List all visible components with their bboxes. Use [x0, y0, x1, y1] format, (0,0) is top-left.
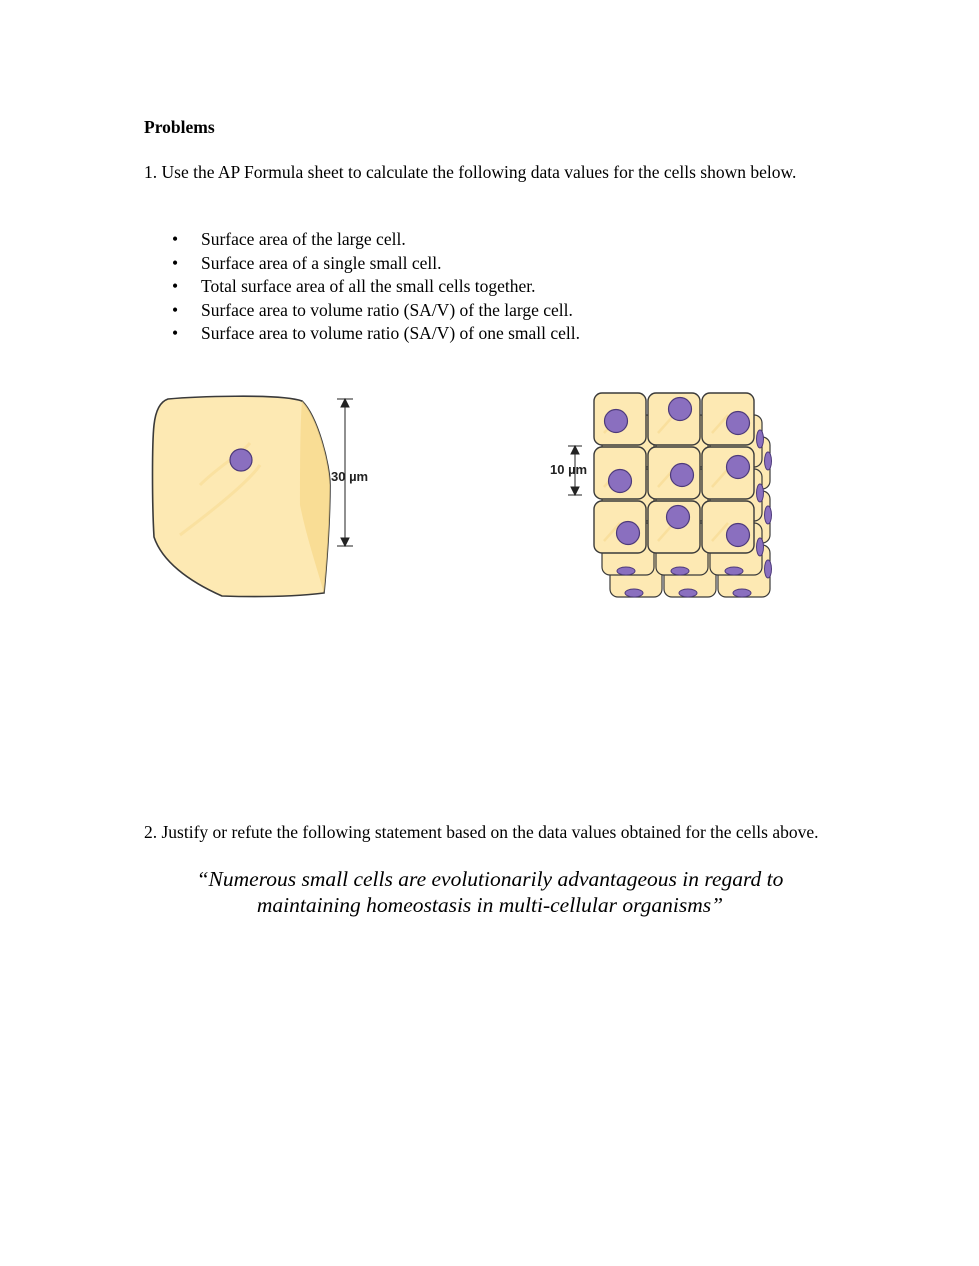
small-cell-nucleus-edge	[625, 589, 643, 597]
bullet-icon: •	[172, 276, 179, 296]
question-2-text: 2. Justify or refute the following statement based on the data values obtained for the cells above.	[144, 822, 819, 842]
small-cell-nucleus-edge	[757, 484, 764, 502]
large-cell	[153, 396, 331, 596]
bullet-text: Surface area of a single small cell.	[201, 252, 442, 273]
small-cell-nucleus	[727, 412, 750, 435]
bullet-icon: •	[172, 252, 179, 273]
small-cell-nucleus	[727, 456, 750, 479]
small-cell-nucleus-edge	[733, 589, 751, 597]
small-cell-nucleus-edge	[757, 538, 764, 556]
small-cell-nucleus	[671, 464, 694, 487]
bullet-icon: •	[172, 323, 179, 343]
small-cells-cluster	[594, 393, 772, 597]
small-cell-nucleus	[605, 410, 628, 433]
small-cell-dimension-label: 10 µm	[550, 462, 588, 477]
small-cell-nucleus-edge	[765, 452, 772, 470]
question-1-bullet-list	[172, 228, 580, 346]
bullet-text: Surface area to volume ratio (SA/V) of the large cell.	[201, 299, 573, 320]
large-cell-nucleus	[230, 449, 252, 471]
problems-heading: Problems	[144, 117, 215, 137]
bullet-item	[172, 228, 580, 252]
small-cell-nucleus-edge	[765, 506, 772, 524]
small-cell-nucleus	[727, 524, 750, 547]
quote-line-2: maintaining homeostasis in multi-cellular organisms”	[256, 893, 724, 917]
bullet-text: Surface area to volume ratio (SA/V) of one small cell.	[201, 323, 581, 343]
small-cell-nucleus	[669, 398, 692, 421]
large-cell-dimension-label: 30 µm	[331, 469, 369, 484]
statement-quote	[160, 866, 820, 918]
bullet-item	[172, 275, 580, 299]
bullet-text: Total surface area of all the small cells together.	[201, 276, 536, 296]
bullet-text: Surface area of the large cell.	[201, 229, 406, 249]
question-1-text: 1. Use the AP Formula sheet to calculate the following data values for the cells shown below.	[144, 162, 797, 182]
bullet-item	[172, 252, 580, 276]
small-cell-nucleus-edge	[617, 567, 635, 575]
bullet-item	[172, 299, 580, 323]
bullet-icon: •	[172, 299, 179, 320]
small-cell-nucleus	[609, 470, 632, 493]
cell-size-figure	[140, 385, 800, 605]
small-cell-nucleus-edge	[765, 560, 772, 578]
small-cell-nucleus	[667, 506, 690, 529]
small-cell-nucleus-edge	[757, 430, 764, 448]
small-cell-nucleus	[617, 522, 640, 545]
small-cell-nucleus-edge	[671, 567, 689, 575]
small-cell-nucleus-edge	[679, 589, 697, 597]
bullet-icon: •	[172, 229, 179, 249]
quote-line-1: “Numerous small cells are evolutionarily advantageous in regard to	[196, 867, 784, 891]
bullet-item	[172, 322, 580, 346]
small-cell-nucleus-edge	[725, 567, 743, 575]
